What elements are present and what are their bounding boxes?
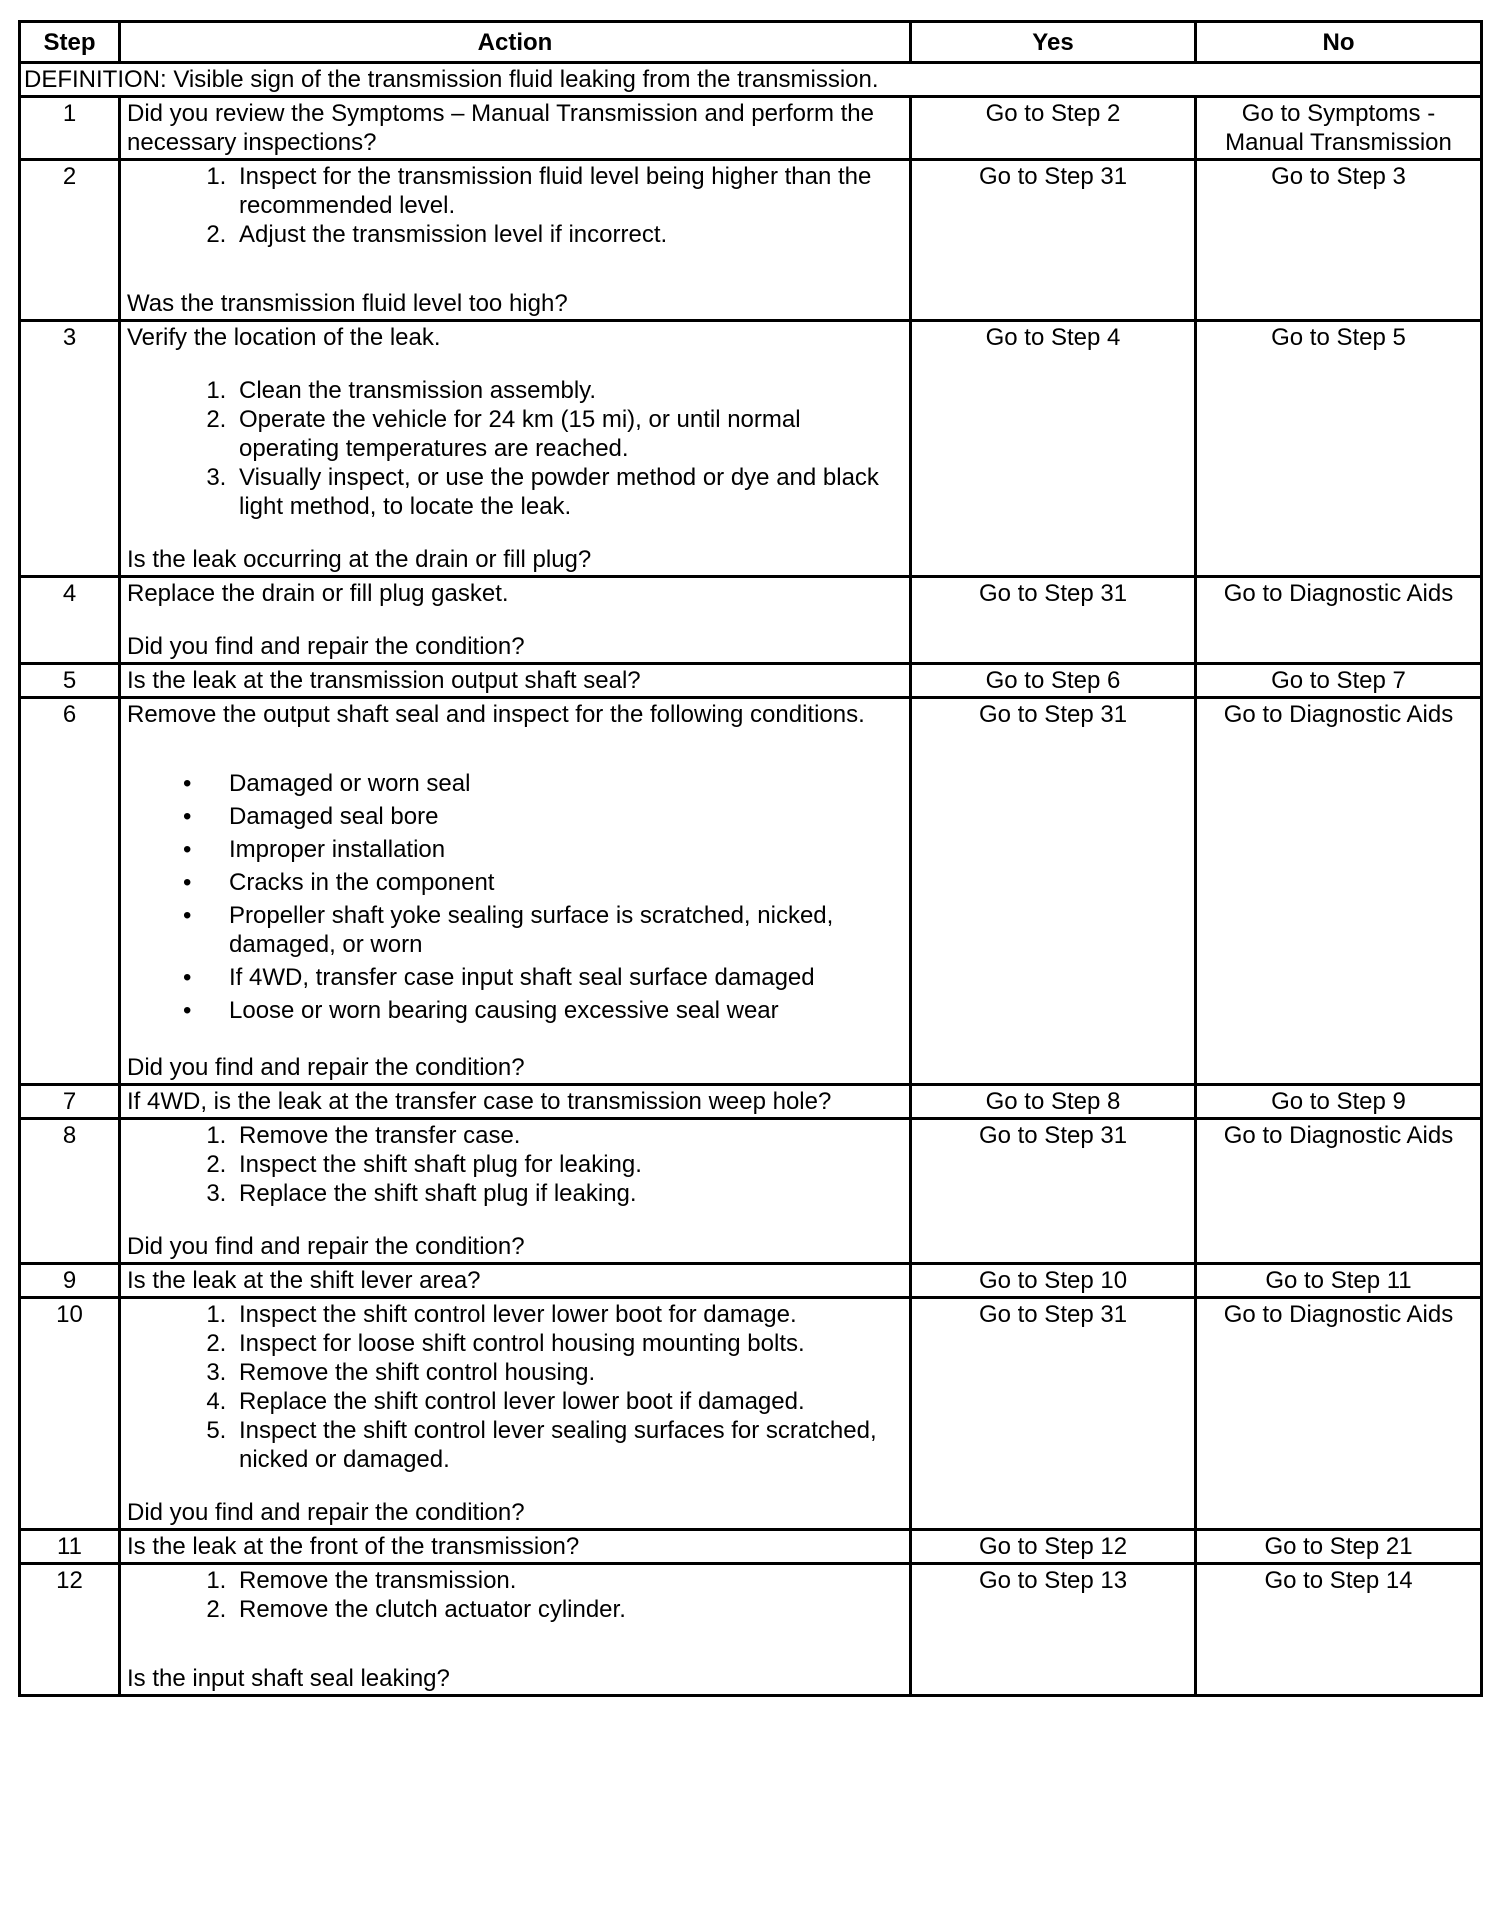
no-cell: Go to Step 9 [1196, 1085, 1482, 1119]
definition-row [20, 63, 1482, 97]
list-item-text: Loose or worn bearing causing excessive seal wear [229, 997, 779, 1024]
header-yes: Yes [911, 22, 1196, 63]
header-row [20, 22, 1482, 63]
yes-cell: Go to Step 2 [911, 97, 1196, 160]
action-cell [120, 160, 911, 321]
table-row [20, 1119, 1482, 1264]
list-item: 4. Replace the shift control lever lower boot if damaged. [233, 1387, 903, 1416]
bullet-icon: • [183, 836, 192, 863]
no-cell: Go to Diagnostic Aids [1196, 1119, 1482, 1264]
step-number: 12 [20, 1564, 120, 1696]
step-number: 1 [20, 97, 120, 160]
step-number: 4 [20, 577, 120, 664]
yes-cell: Go to Step 6 [911, 664, 1196, 698]
list-item: 2. Remove the clutch actuator cylinder. [233, 1595, 903, 1624]
bullet-icon: • [183, 770, 192, 797]
action-question: Is the input shaft seal leaking? [127, 1665, 450, 1692]
step-number: 6 [20, 698, 120, 1085]
action-question: Did you find and repair the condition? [127, 633, 525, 660]
yes-cell: Go to Step 4 [911, 321, 1196, 577]
yes-cell: Go to Step 8 [911, 1085, 1196, 1119]
yes-cell: Go to Step 31 [911, 160, 1196, 321]
action-list [127, 162, 903, 249]
action-text: If 4WD, is the leak at the transfer case to transmission weep hole? [120, 1085, 911, 1119]
list-item: 2. Operate the vehicle for 24 km (15 mi), or until normal operating temperatures are reached. [233, 405, 903, 463]
action-question: Did you find and repair the condition? [127, 1499, 525, 1526]
table-row [20, 1264, 1482, 1298]
yes-cell: Go to Step 12 [911, 1530, 1196, 1564]
no-cell: Go to Diagnostic Aids [1196, 1298, 1482, 1530]
action-list [127, 1300, 903, 1474]
step-number: 3 [20, 321, 120, 577]
list-item: 5. Inspect the shift control lever sealing surfaces for scratched, nicked or damaged. [233, 1416, 903, 1474]
step-number: 8 [20, 1119, 120, 1264]
step-number: 7 [20, 1085, 120, 1119]
no-cell: Go to Step 11 [1196, 1264, 1482, 1298]
table-row [20, 1085, 1482, 1119]
action-intro: Remove the output shaft seal and inspect for the following conditions. [127, 701, 865, 728]
action-question: Did you find and repair the condition? [127, 1054, 525, 1081]
action-intro: Verify the location of the leak. [127, 324, 441, 351]
yes-cell: Go to Step 31 [911, 1119, 1196, 1264]
table-row [20, 321, 1482, 577]
table-row [20, 1530, 1482, 1564]
yes-cell: Go to Step 31 [911, 577, 1196, 664]
no-cell: Go to Step 7 [1196, 664, 1482, 698]
list-item [183, 802, 903, 831]
table-row [20, 97, 1482, 160]
action-cell [120, 698, 911, 1085]
list-item-text: Damaged or worn seal [229, 770, 471, 797]
bullet-icon: • [183, 869, 192, 896]
diagnostic-table [18, 20, 1483, 1697]
yes-cell: Go to Step 31 [911, 698, 1196, 1085]
list-item: 1. Remove the transfer case. [233, 1121, 903, 1150]
action-list [127, 376, 903, 521]
table-row [20, 160, 1482, 321]
action-text: Is the leak at the shift lever area? [120, 1264, 911, 1298]
no-cell: Go to Step 3 [1196, 160, 1482, 321]
definition-text: DEFINITION: Visible sign of the transmission fluid leaking from the transmission. [20, 63, 1482, 97]
header-step: Step [20, 22, 120, 63]
action-text: Did you review the Symptoms – Manual Transmission and perform the necessary inspections? [120, 97, 911, 160]
table-row [20, 698, 1482, 1085]
condition-list [127, 769, 903, 1025]
list-item-text: Cracks in the component [229, 869, 495, 896]
bullet-icon: • [183, 964, 192, 991]
list-item: 3. Visually inspect, or use the powder method or dye and black light method, to locate the leak. [233, 463, 903, 521]
action-cell [120, 321, 911, 577]
no-cell: Go to Step 21 [1196, 1530, 1482, 1564]
list-item: 3. Remove the shift control housing. [233, 1358, 903, 1387]
table-row [20, 1298, 1482, 1530]
action-list [127, 1121, 903, 1208]
list-item [183, 769, 903, 798]
list-item [183, 835, 903, 864]
list-item: 1. Clean the transmission assembly. [233, 376, 903, 405]
action-question: Is the leak occurring at the drain or fill plug? [127, 546, 592, 573]
step-number: 5 [20, 664, 120, 698]
action-text: Is the leak at the front of the transmission? [120, 1530, 911, 1564]
action-cell [120, 577, 911, 664]
list-item [183, 901, 903, 959]
action-cell [120, 1564, 911, 1696]
action-question: Was the transmission fluid level too high? [127, 290, 568, 317]
list-item [183, 868, 903, 897]
bullet-icon: • [183, 803, 192, 830]
no-cell: Go to Step 5 [1196, 321, 1482, 577]
list-item-text: Propeller shaft yoke sealing surface is scratched, nicked, damaged, or worn [229, 902, 834, 958]
list-item: 1. Inspect the shift control lever lower boot for damage. [233, 1300, 903, 1329]
list-item: 2. Inspect the shift shaft plug for leaking. [233, 1150, 903, 1179]
list-item-text: Damaged seal bore [229, 803, 439, 830]
bullet-icon: • [183, 902, 192, 929]
step-number: 9 [20, 1264, 120, 1298]
no-cell: Go to Diagnostic Aids [1196, 577, 1482, 664]
list-item [183, 996, 903, 1025]
list-item: 2. Inspect for loose shift control housing mounting bolts. [233, 1329, 903, 1358]
table-row [20, 664, 1482, 698]
action-cell [120, 1119, 911, 1264]
header-no: No [1196, 22, 1482, 63]
step-number: 10 [20, 1298, 120, 1530]
list-item: 1. Remove the transmission. [233, 1566, 903, 1595]
table-row [20, 577, 1482, 664]
step-number: 11 [20, 1530, 120, 1564]
no-cell: Go to Symptoms - Manual Transmission [1196, 97, 1482, 160]
list-item-text: If 4WD, transfer case input shaft seal surface damaged [229, 964, 815, 991]
action-intro: Replace the drain or fill plug gasket. [127, 580, 509, 607]
list-item: 3. Replace the shift shaft plug if leaking. [233, 1179, 903, 1208]
list-item: 2. Adjust the transmission level if incorrect. [233, 220, 903, 249]
no-cell: Go to Step 14 [1196, 1564, 1482, 1696]
table-row [20, 1564, 1482, 1696]
action-list [127, 1566, 903, 1624]
yes-cell: Go to Step 13 [911, 1564, 1196, 1696]
no-cell: Go to Diagnostic Aids [1196, 698, 1482, 1085]
yes-cell: Go to Step 10 [911, 1264, 1196, 1298]
list-item: 1. Inspect for the transmission fluid level being higher than the recommended level. [233, 162, 903, 220]
action-question: Did you find and repair the condition? [127, 1233, 525, 1260]
action-text: Is the leak at the transmission output shaft seal? [120, 664, 911, 698]
header-action: Action [120, 22, 911, 63]
list-item-text: Improper installation [229, 836, 446, 863]
list-item [183, 963, 903, 992]
bullet-icon: • [183, 997, 192, 1024]
yes-cell: Go to Step 31 [911, 1298, 1196, 1530]
step-number: 2 [20, 160, 120, 321]
action-cell [120, 1298, 911, 1530]
